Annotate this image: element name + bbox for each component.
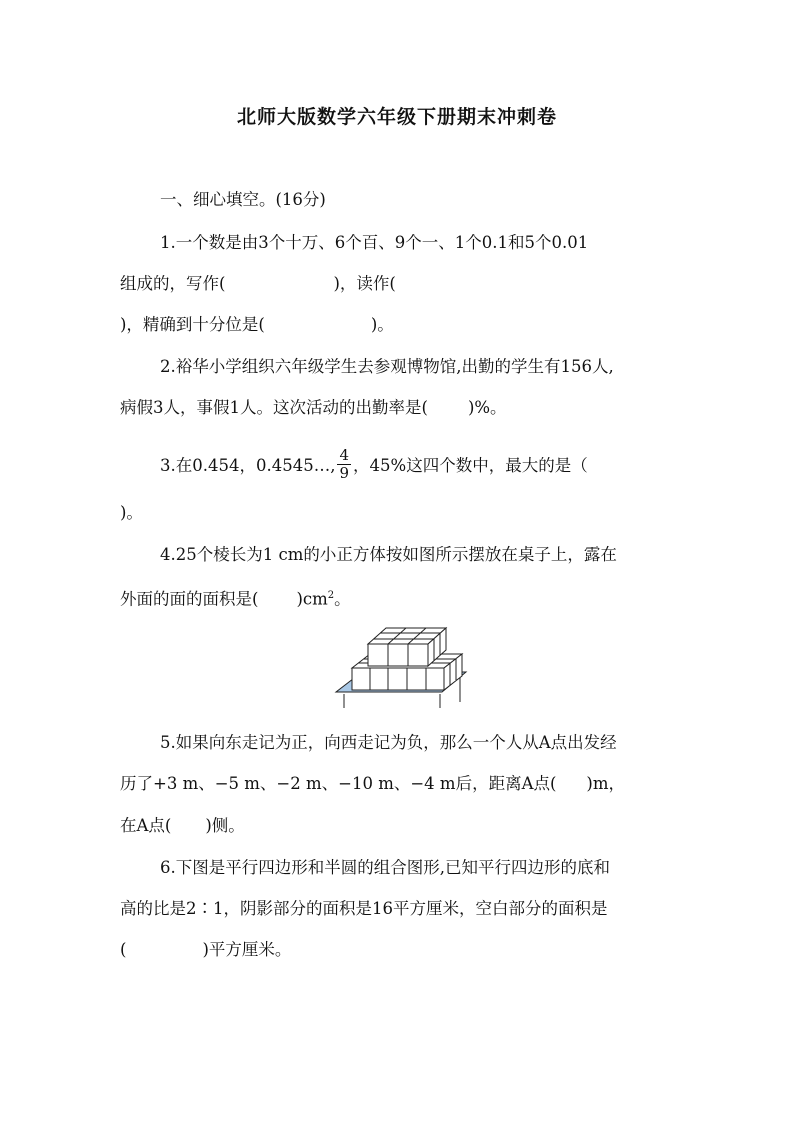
q2-text-b: )%。 [467,398,507,417]
q4-line2 [120,584,351,612]
q2-line1: 2.裕华小学组织六年级学生去参观博物馆,出勤的学生有156人, [160,357,614,376]
q5-text-a: 历了+3 m、−5 m、−2 m、−10 m、−4 m后，距离A点( [120,774,557,793]
q6-line1: 6.下图是平行四边形和半圆的组合图形,已知平行四边形的底和 [160,858,610,877]
page-title: 北师大版数学六年级下册期末冲刺卷 [236,106,557,128]
q6-line2: 高的比是2∶1，阴影部分的面积是16平方厘米，空白部分的面积是 [120,899,608,918]
q5-text-d: )侧。 [205,816,245,835]
q1-text-d: )。 [370,315,394,334]
q6-line3 [120,938,291,962]
q5-line1: 5.如果向东走记为正，向西走记为负，那么一个人从A点出发经 [160,733,617,752]
fraction-numerator: 4 [339,446,350,464]
q4-text-c: 。 [334,589,351,609]
q5-text-c: 在A点( [120,816,172,835]
q1-text-a: 组成的，写作( [120,274,226,293]
q5-line3 [120,814,245,838]
unit-exponent: 2 [327,590,335,601]
q6-text-a: ( [120,940,127,959]
q1-line3 [120,313,394,337]
q1-line2 [120,272,396,296]
q6-text-b: )平方厘米。 [202,940,292,959]
cube-layer-top [368,644,428,666]
fraction-denominator: 9 [339,464,350,482]
fraction [337,447,351,482]
q5-text-b: )m， [586,774,626,793]
q4-text-b: )cm [296,589,328,609]
q3-text-b: ，45%这四个数中，最大的是（ [353,456,588,475]
q3-line2: )。 [120,503,143,522]
q1-text-c: )，精确到十分位是( [120,315,265,334]
section-heading: 一、细心填空。(16分) [160,190,326,209]
q3-line1 [160,446,588,484]
q3-text-a: 3.在0.454，0.4545…, [160,456,336,475]
q1-line1: 1.一个数是由3个十万、6个百、9个一、1个0.1和5个0.01 [160,233,589,252]
q2-line2 [120,396,507,420]
cubes-on-table-figure [334,622,468,710]
q4-text-a: 外面的面的面积是( [120,589,259,609]
cube-layer-bottom [352,668,444,690]
q1-text-b: )，读作( [333,274,396,293]
q2-text-a: 病假3人，事假1人。这次活动的出勤率是( [120,398,428,417]
q5-line2 [120,772,625,796]
q4-line1: 4.25个棱长为1 cm的小正方体按如图所示摆放在桌子上，露在 [160,545,617,564]
